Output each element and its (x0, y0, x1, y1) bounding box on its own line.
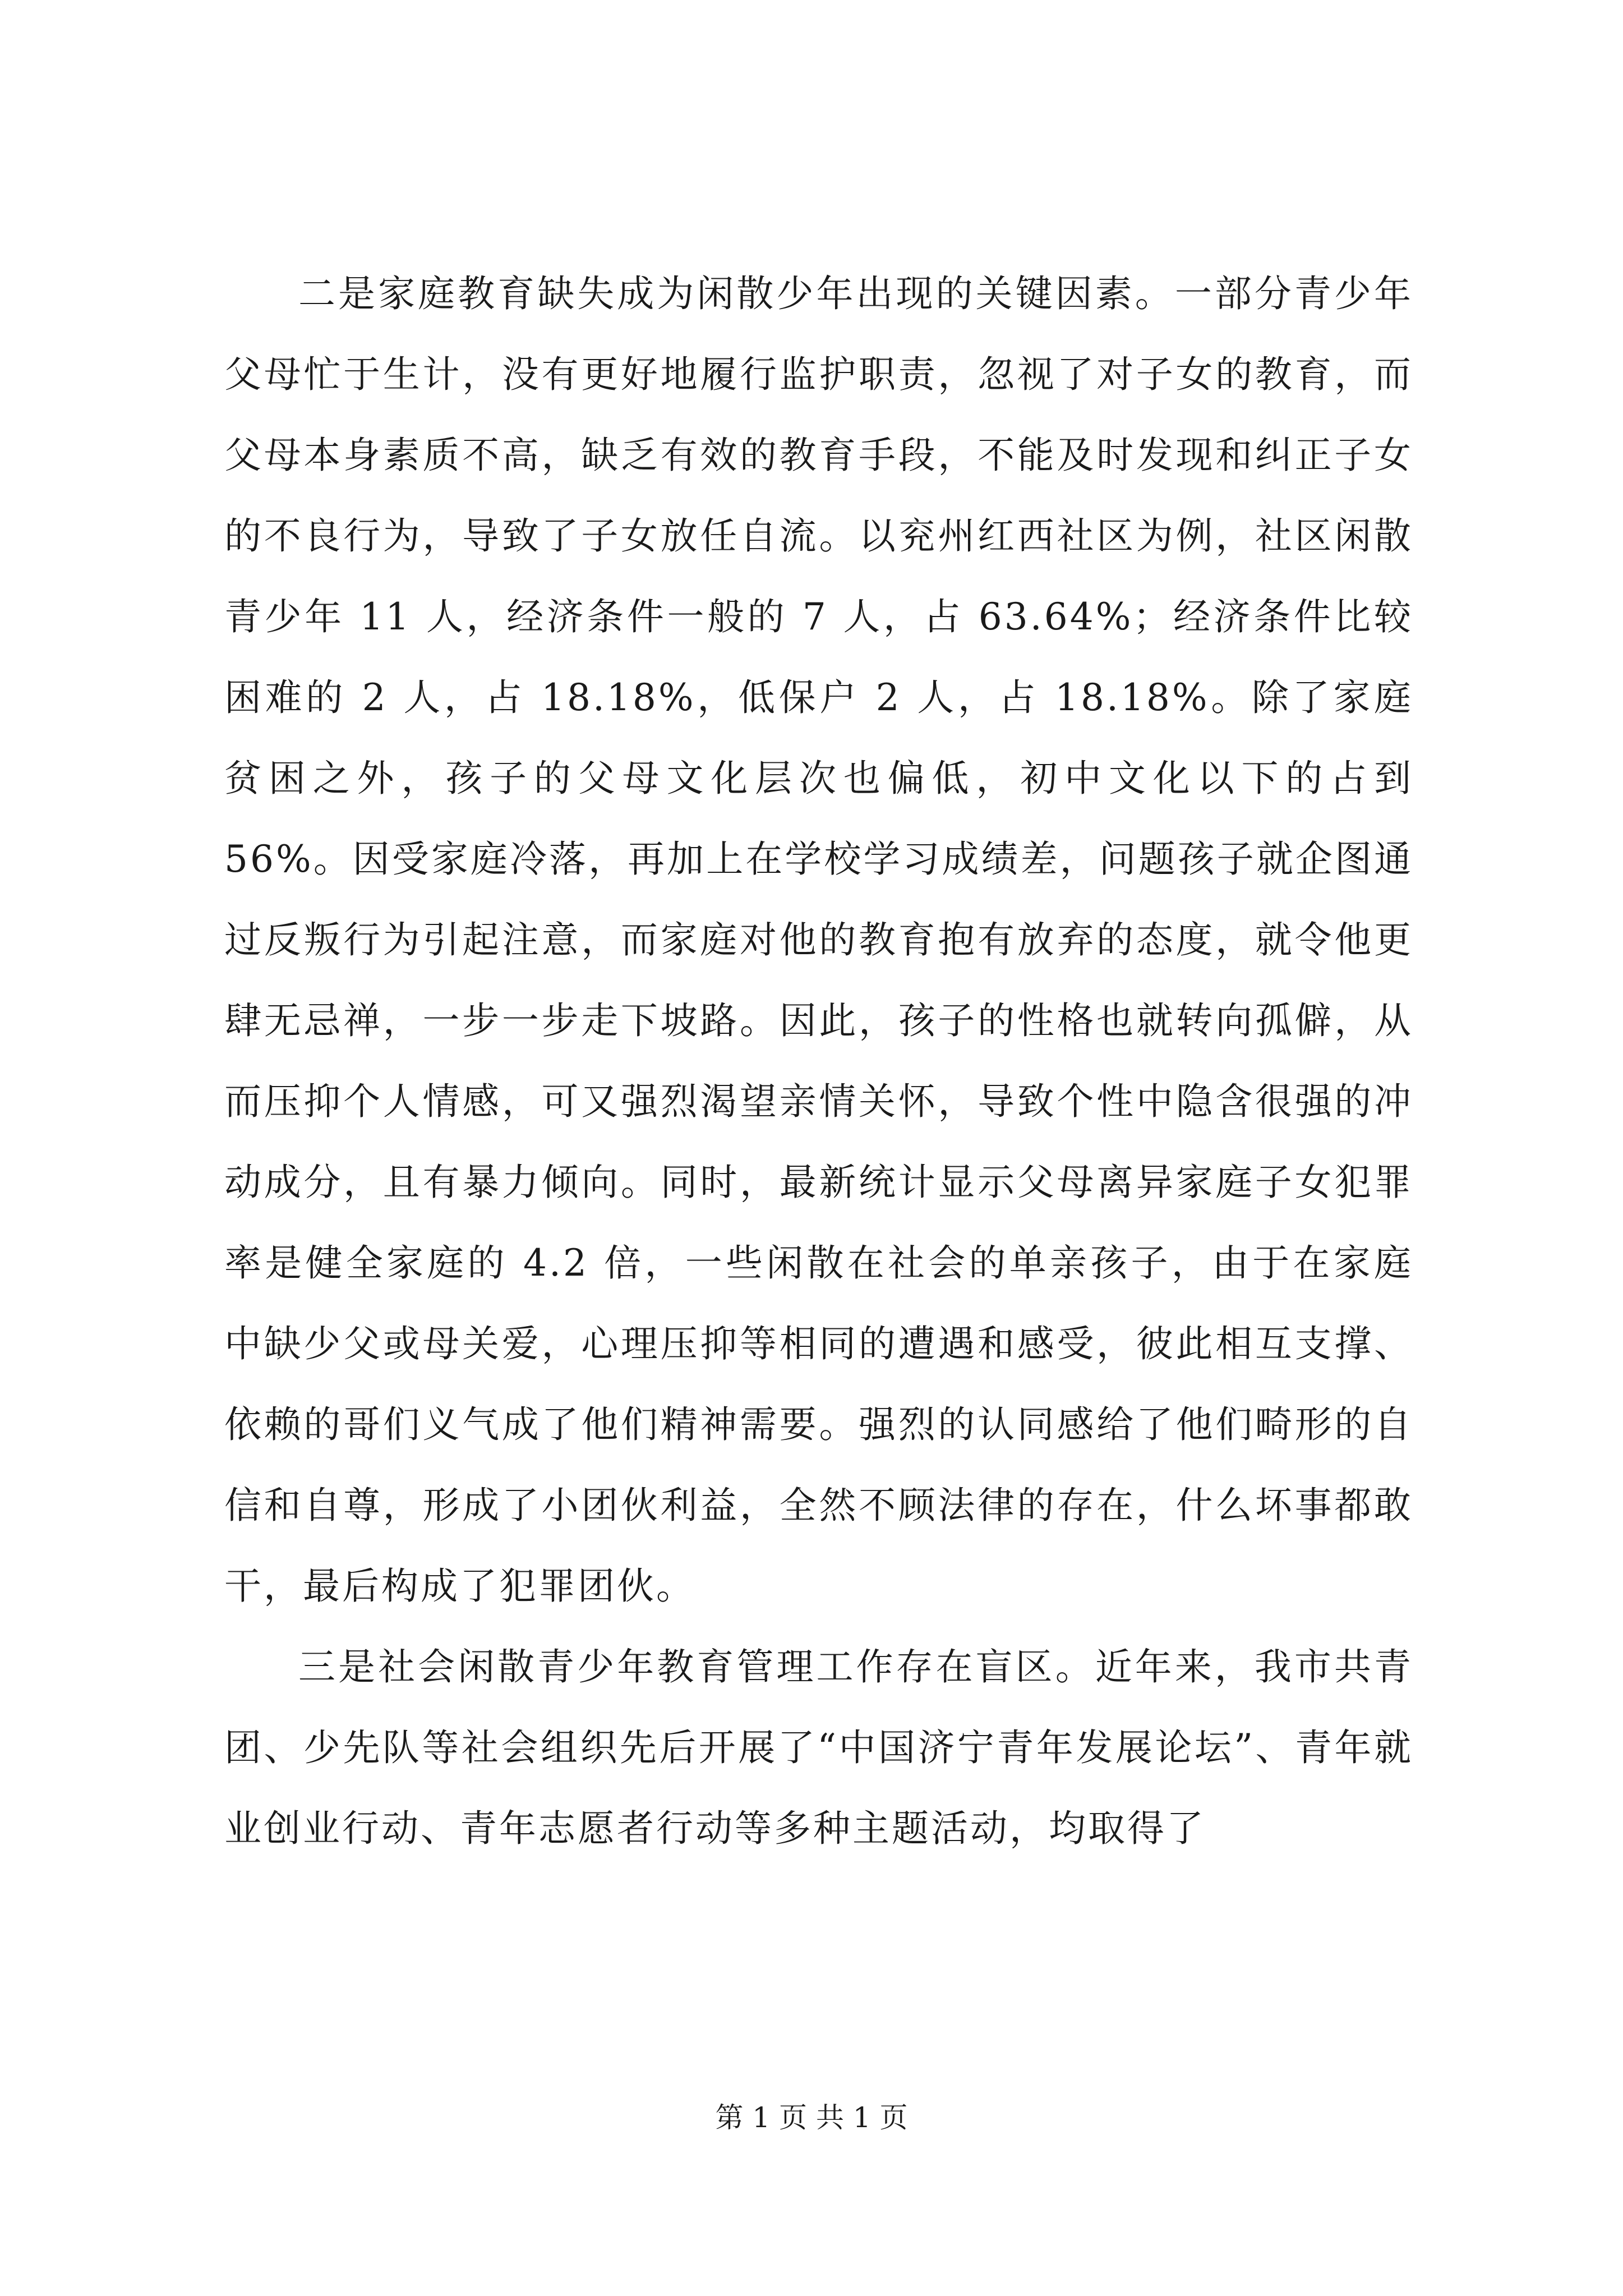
paragraph-social-management: 三是社会闲散青少年教育管理工作存在盲区。近年来，我市共青团、少先队等社会组织先后开展了“中国济宁青年发展论坛”、青年就业创业行动、青年志愿者行动等多种主题活动，均取得了 (224, 1645, 1413, 1850)
page-footer: 第 1 页 共 1 页 (715, 2101, 908, 2134)
document-body (224, 254, 1413, 1869)
paragraph-family-education: 二是家庭教育缺失成为闲散少年出现的关键因素。一部分青少年父母忙于生计，没有更好地履行监护职责，忽视了对子女的教育，而父母本身素质不高，缺乏有效的教育手段，不能及时发现和纠正子女的不良行为，导致了子女放任自流。以兖州红西社区为例，社区闲散青少年 11 人，经济条件一般的 7 人，占 63.64%；经济条件比较困难的 2 人，占 18.18%，低保户 2 人，占 18.18%。除了家庭贫困之外，孩子的父母文化层次也偏低，初中文化以下的占到 56%。因受家庭冷落，再加上在学校学习成绩差，问题孩子就企图通过反叛行为引起注意，而家庭对他的教育抱有放弃的态度，就令他更肆无忌禅，一步一步走下坡路。因此，孩子的性格也就转向孤僻，从而压抑个人情感，可又强烈渴望亲情关怀，导致个性中隐含很强的冲动成分，且有暴力倾向。同时，最新统计显示父母离异家庭子女犯罪率是健全家庭的 4.2 倍，一些闲散在社会的单亲孩子，由于在家庭中缺少父或母关爱，心理压抑等相同的遭遇和感受，彼此相互支撑、依赖的哥们义气成了他们精神需要。强烈的认同感给了他们畸形的自信和自尊，形成了小团伙利益，全然不顾法律的存在，什么坏事都敢干，最后构成了犯罪团伙。 (224, 272, 1413, 1608)
